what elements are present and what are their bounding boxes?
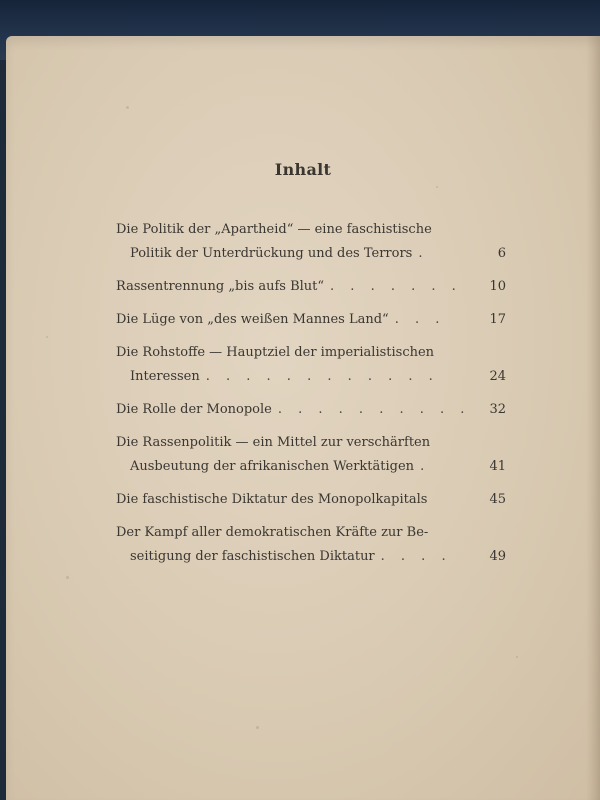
paper-speck xyxy=(46,336,48,338)
leader-dots: . xyxy=(420,459,431,474)
table-of-contents xyxy=(116,218,506,578)
book-page xyxy=(6,36,600,800)
toc-entry-title: Die Rohstoffe — Hauptziel der imperialistischen xyxy=(116,345,435,360)
toc-entry-title: Rassentrennung „bis aufs Blut“ xyxy=(116,279,325,294)
toc-page-number: 17 xyxy=(489,312,506,327)
toc-entry-title: Die Rolle der Monopole xyxy=(116,402,272,417)
leader-dots: . . . . . . . . . . xyxy=(277,402,471,417)
paper-speck xyxy=(436,186,438,188)
leader-dots: . . . . . . . xyxy=(330,279,462,294)
paper-speck xyxy=(126,106,129,109)
toc-page-number: 32 xyxy=(489,402,506,417)
toc-page-number: 41 xyxy=(489,459,506,474)
toc-page-number: 24 xyxy=(489,369,506,384)
toc-entry xyxy=(116,218,506,266)
toc-page-number: 6 xyxy=(497,246,506,261)
leader-dots: . . . . . . . . . . . . xyxy=(205,369,439,384)
toc-entry-title: Die faschistische Diktatur des Monopolkapitals xyxy=(116,492,428,507)
toc-entry-title: Die Politik der „Apartheid“ — eine faschistische xyxy=(116,222,432,237)
toc-entry xyxy=(116,431,506,479)
toc-entry xyxy=(116,341,506,389)
paper-speck xyxy=(66,576,69,579)
toc-page-number: 49 xyxy=(489,549,506,564)
leader-dots: . . . xyxy=(394,312,446,327)
toc-entry-title: Interessen xyxy=(130,369,200,384)
toc-entry xyxy=(116,488,506,512)
toc-entry xyxy=(116,308,506,332)
paper-speck xyxy=(516,656,518,658)
toc-entry-title: Die Rassenpolitik — ein Mittel zur verschärften xyxy=(116,435,431,450)
toc-entry-title: seitigung der faschistischen Diktatur xyxy=(130,549,375,564)
toc-entry-title: Ausbeutung der afrikanischen Werktätigen xyxy=(130,459,415,474)
toc-entry xyxy=(116,398,506,422)
toc-entry-title: Die Lüge von „des weißen Mannes Land“ xyxy=(116,312,389,327)
toc-entry xyxy=(116,275,506,299)
page-edge-shadow xyxy=(586,36,600,800)
toc-entry xyxy=(116,521,506,569)
toc-page-number: 10 xyxy=(489,279,506,294)
paper-speck xyxy=(256,726,259,729)
leader-dots: . xyxy=(418,246,429,261)
toc-page-number: 45 xyxy=(489,492,506,507)
toc-entry-title: Politik der Unterdrückung und des Terrors xyxy=(130,246,413,261)
toc-entry-title: Der Kampf aller demokratischen Kräfte zur Be- xyxy=(116,525,429,540)
leader-dots: . . . . xyxy=(380,549,452,564)
contents-heading: Inhalt xyxy=(274,160,332,179)
